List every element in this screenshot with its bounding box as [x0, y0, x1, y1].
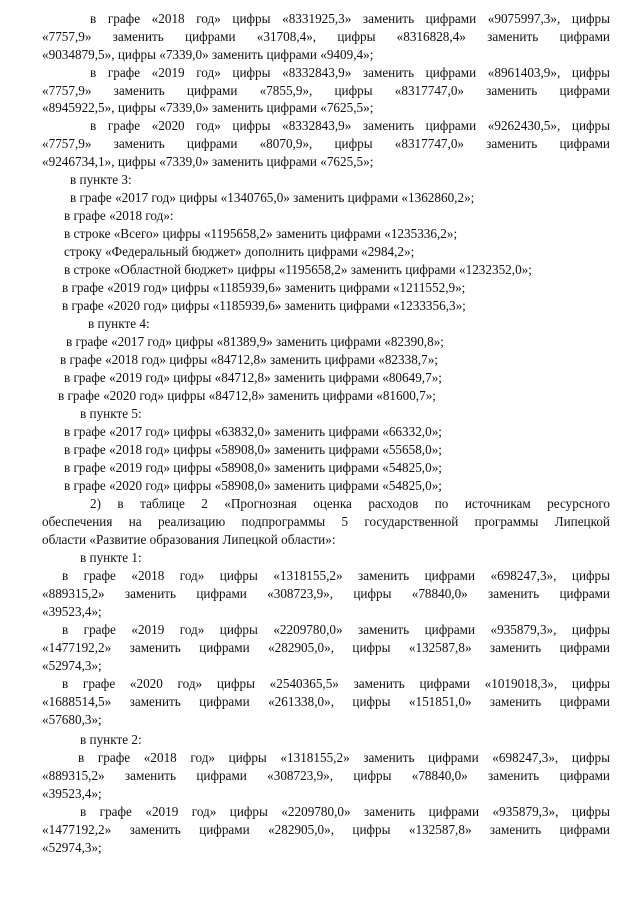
text-line: «7757,9» заменить цифрами «31708,4», цифры «8316828,4» заменить цифрами: [42, 29, 610, 44]
text-line: в графе «2018 год» цифры «1318155,2» заменить цифрами «698247,3», цифры: [62, 568, 610, 583]
text-line: «39523,4»;: [42, 604, 102, 619]
text-line: в графе «2017 год» цифры «81389,9» заменить цифрами «82390,8»;: [66, 334, 444, 349]
text-line: в графе «2017 год» цифры «63832,0» заменить цифрами «66332,0»;: [64, 424, 442, 439]
text-line: в графе «2020 год» цифры «1185939,6» заменить цифрами «1233356,3»;: [62, 298, 466, 313]
text-line: строку «Федеральный бюджет» дополнить цифрами «2984,2»;: [64, 244, 415, 259]
text-line: «52974,3»;: [42, 658, 102, 673]
text-line: в графе «2018 год» цифры «84712,8» заменить цифрами «82338,7»;: [60, 352, 438, 367]
subsection-heading: в пункте 1:: [80, 550, 142, 565]
text-line: «1477192,2» заменить цифрами «282905,0», цифры «132587,8» заменить цифрами: [42, 640, 610, 655]
text-line: в графе «2020 год» цифры «58908,0» заменить цифрами «54825,0»;: [64, 478, 442, 493]
text-line: в графе «2019 год» цифры «58908,0» заменить цифрами «54825,0»;: [64, 460, 442, 475]
text-line: «52974,3»;: [42, 840, 102, 855]
text-line: в графе «2019 год» цифры «2209780,0» заменить цифрами «935879,3», цифры: [80, 804, 610, 819]
text-line: в графе «2018 год» цифры «1318155,2» заменить цифрами «698247,3», цифры: [78, 750, 610, 765]
subsection-heading: в пункте 2:: [80, 732, 142, 747]
text-line: в графе «2017 год» цифры «1340765,0» заменить цифрами «1362860,2»;: [70, 190, 475, 205]
text-line: 2) в таблице 2 «Прогнозная оценка расходов по источникам ресурсного: [90, 496, 610, 511]
text-line: в графе «2020 год» цифры «84712,8» заменить цифрами «81600,7»;: [58, 388, 436, 403]
subsection-heading: в пункте 5:: [80, 406, 142, 421]
text-line: в строке «Областной бюджет» цифры «1195658,2» заменить цифрами «1232352,0»;: [64, 262, 532, 277]
text-line: в строке «Всего» цифры «1195658,2» заменить цифрами «1235336,2»;: [64, 226, 458, 241]
text-line: «889315,2» заменить цифрами «308723,9», цифры «78840,0» заменить цифрами: [42, 586, 610, 601]
subsection-heading: в пункте 4:: [88, 316, 150, 331]
text-line: в графе «2019 год» цифры «8332843,9» заменить цифрами «8961403,9», цифры: [90, 65, 610, 80]
text-line: «1688514,5» заменить цифрами «261338,0», цифры «151851,0» заменить цифрами: [42, 694, 610, 709]
text-line: в графе «2019 год» цифры «84712,8» заменить цифрами «80649,7»;: [64, 370, 442, 385]
text-line: в графе «2018 год»:: [64, 208, 174, 223]
text-line: в графе «2018 год» цифры «58908,0» заменить цифрами «55658,0»;: [64, 442, 442, 457]
text-line: в графе «2019 год» цифры «1185939,6» заменить цифрами «1211552,9»;: [62, 280, 466, 295]
text-line: «7757,9» заменить цифрами «8070,9», цифры «8317747,0» заменить цифрами: [42, 136, 610, 151]
text-line: в графе «2018 год» цифры «8331925,3» заменить цифрами «9075997,3», цифры: [90, 11, 610, 26]
text-line: «39523,4»;: [42, 786, 102, 801]
text-line: в графе «2020 год» цифры «8332843,9» заменить цифрами «9262430,5», цифры: [90, 118, 610, 133]
text-line: «9034879,5», цифры «7339,0» заменить цифрами «9409,4»;: [42, 47, 374, 62]
text-line: «57680,3»;: [42, 712, 102, 727]
text-line: «1477192,2» заменить цифрами «282905,0», цифры «132587,8» заменить цифрами: [42, 822, 610, 837]
text-line: «8945922,5», цифры «7339,0» заменить цифрами «7625,5»;: [42, 100, 374, 115]
text-line: «889315,2» заменить цифрами «308723,9», цифры «78840,0» заменить цифрами: [42, 768, 610, 783]
text-line: «9246734,1», цифры «7339,0» заменить цифрами «7625,5»;: [42, 154, 374, 169]
text-line: обеспечения на реализацию подпрограммы 5 государственной программы Липецкой: [42, 514, 610, 529]
text-line: в графе «2019 год» цифры «2209780,0» заменить цифрами «935879,3», цифры: [62, 622, 610, 637]
text-line: области «Развитие образования Липецкой области»:: [42, 532, 336, 547]
text-line: «7757,9» заменить цифрами «7855,9», цифры «8317747,0» заменить цифрами: [42, 83, 610, 98]
subsection-heading: в пункте 3:: [70, 172, 132, 187]
text-line: в графе «2020 год» цифры «2540365,5» заменить цифрами «1019018,3», цифры: [62, 676, 610, 691]
